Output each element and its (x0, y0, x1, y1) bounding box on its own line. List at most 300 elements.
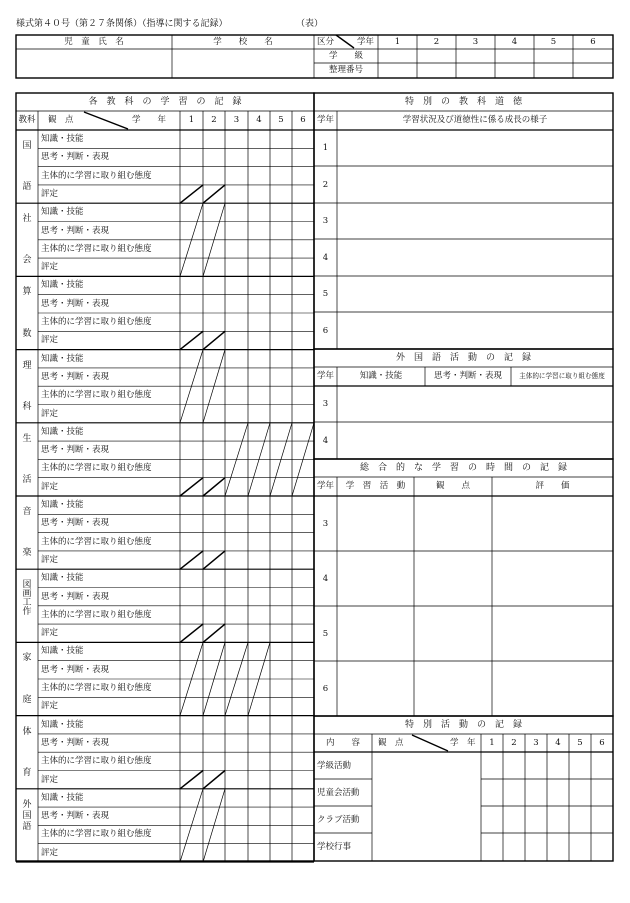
subject-6-cell-r0-y2[interactable] (204, 570, 224, 586)
subject-8-cell-r2-y6[interactable] (293, 753, 313, 769)
subject-0-cell-r1-y4[interactable] (249, 149, 269, 165)
special-cell-r3-y3[interactable] (526, 834, 546, 860)
special-cell-r2-y5[interactable] (570, 807, 590, 832)
subject-6-cell-r0-y1[interactable] (181, 570, 202, 586)
subject-9-cell-r0-y5[interactable] (271, 790, 291, 806)
subject-5-cell-r2-y1[interactable] (181, 534, 202, 550)
integrated-field-year-3-col-2[interactable] (493, 497, 612, 550)
integrated-field-year-4-col-1[interactable] (415, 552, 491, 605)
subject-5-cell-r2-y2[interactable] (204, 534, 224, 550)
moral-field-year-4[interactable] (338, 240, 612, 275)
seiri-field-year-1[interactable] (379, 64, 416, 77)
subject-0-cell-r3-y1[interactable] (181, 186, 202, 202)
subject-2-cell-r3-y1[interactable] (181, 332, 202, 348)
subject-8-cell-r1-y4[interactable] (249, 735, 269, 751)
subject-7-cell-r0-y2[interactable] (204, 643, 224, 659)
subject-8-cell-r2-y2[interactable] (204, 753, 224, 769)
subject-4-cell-r2-y5[interactable] (271, 460, 291, 476)
subject-0-cell-r2-y2[interactable] (204, 168, 224, 184)
subject-0-cell-r3-y6[interactable] (293, 186, 313, 202)
subject-9-cell-r2-y1[interactable] (181, 826, 202, 842)
integrated-field-year-3-col-0[interactable] (338, 497, 413, 550)
subject-7-cell-r2-y3[interactable] (226, 680, 247, 696)
subject-2-cell-r3-y5[interactable] (271, 332, 291, 348)
special-cell-r3-y5[interactable] (570, 834, 590, 860)
subject-2-cell-r1-y2[interactable] (204, 296, 224, 312)
subject-3-cell-r2-y4[interactable] (249, 387, 269, 403)
subject-7-cell-r3-y5[interactable] (271, 698, 291, 714)
subject-9-cell-r3-y6[interactable] (293, 845, 313, 861)
subject-0-cell-r0-y6[interactable] (293, 131, 313, 147)
subject-4-cell-r0-y2[interactable] (204, 424, 224, 440)
subject-4-cell-r0-y1[interactable] (181, 424, 202, 440)
subject-2-cell-r2-y2[interactable] (204, 314, 224, 330)
subject-6-cell-r3-y1[interactable] (181, 625, 202, 641)
subject-1-cell-r0-y5[interactable] (271, 204, 291, 220)
subject-7-cell-r1-y1[interactable] (181, 662, 202, 678)
subject-9-cell-r3-y3[interactable] (226, 845, 247, 861)
subject-7-cell-r0-y6[interactable] (293, 643, 313, 659)
subject-2-cell-r1-y3[interactable] (226, 296, 247, 312)
integrated-field-year-6-col-1[interactable] (415, 662, 491, 715)
subject-8-cell-r3-y2[interactable] (204, 772, 224, 788)
subject-6-cell-r3-y4[interactable] (249, 625, 269, 641)
subject-5-cell-r3-y1[interactable] (181, 552, 202, 568)
subject-9-cell-r0-y6[interactable] (293, 790, 313, 806)
subject-1-cell-r2-y3[interactable] (226, 241, 247, 257)
subject-5-cell-r2-y5[interactable] (271, 534, 291, 550)
subject-3-cell-r3-y2[interactable] (204, 406, 224, 422)
subject-2-cell-r1-y5[interactable] (271, 296, 291, 312)
subject-9-cell-r3-y4[interactable] (249, 845, 269, 861)
subject-5-cell-r0-y4[interactable] (249, 497, 269, 513)
subject-8-cell-r2-y5[interactable] (271, 753, 291, 769)
subject-8-cell-r1-y2[interactable] (204, 735, 224, 751)
subject-2-cell-r0-y5[interactable] (271, 277, 291, 293)
integrated-field-year-5-col-0[interactable] (338, 607, 413, 660)
subject-5-cell-r0-y2[interactable] (204, 497, 224, 513)
subject-4-cell-r3-y5[interactable] (271, 479, 291, 495)
subject-0-cell-r2-y4[interactable] (249, 168, 269, 184)
subject-2-cell-r1-y4[interactable] (249, 296, 269, 312)
special-cell-r0-y4[interactable] (548, 753, 568, 778)
subject-4-cell-r0-y5[interactable] (271, 424, 291, 440)
subject-4-cell-r2-y1[interactable] (181, 460, 202, 476)
foreign-field-year-4[interactable] (338, 423, 612, 458)
subject-1-cell-r3-y6[interactable] (293, 259, 313, 275)
subject-1-cell-r1-y4[interactable] (249, 223, 269, 239)
special-cell-r3-y6[interactable] (592, 834, 612, 860)
subject-6-cell-r0-y4[interactable] (249, 570, 269, 586)
subject-9-cell-r1-y3[interactable] (226, 808, 247, 824)
subject-6-cell-r1-y4[interactable] (249, 589, 269, 605)
subject-9-cell-r1-y1[interactable] (181, 808, 202, 824)
moral-year-1: 1 (322, 143, 329, 153)
subject-6-cell-r3-y6[interactable] (293, 625, 313, 641)
subject-3-cell-r1-y3[interactable] (226, 369, 247, 385)
special-cell-r1-y6[interactable] (592, 780, 612, 805)
subject-1-cell-r2-y4[interactable] (249, 241, 269, 257)
subject-6-cell-r1-y5[interactable] (271, 589, 291, 605)
subject-2-cell-r2-y4[interactable] (249, 314, 269, 330)
subject-1-cell-r0-y3[interactable] (226, 204, 247, 220)
subject-4-cell-r1-y4[interactable] (249, 442, 269, 458)
subject-8-cell-r3-y6[interactable] (293, 772, 313, 788)
subject-2-cell-r0-y2[interactable] (204, 277, 224, 293)
subject-3-cell-r0-y6[interactable] (293, 351, 313, 367)
subject-6-cell-r0-y5[interactable] (271, 570, 291, 586)
subject-7-cell-r0-y5[interactable] (271, 643, 291, 659)
special-cell-r2-y3[interactable] (526, 807, 546, 832)
special-cell-r2-y4[interactable] (548, 807, 568, 832)
subject-6-cell-r2-y4[interactable] (249, 607, 269, 623)
subject-7-cell-r2-y5[interactable] (271, 680, 291, 696)
subject-1-cell-r2-y5[interactable] (271, 241, 291, 257)
subject-1-cell-r2-y2[interactable] (204, 241, 224, 257)
subject-3-cell-r0-y2[interactable] (204, 351, 224, 367)
subject-6-cell-r1-y3[interactable] (226, 589, 247, 605)
subject-7-cell-r3-y3[interactable] (226, 698, 247, 714)
subject-4-cell-r3-y3[interactable] (226, 479, 247, 495)
subject-0-cell-r0-y2[interactable] (204, 131, 224, 147)
subject-9-cell-r0-y4[interactable] (249, 790, 269, 806)
subject-0-cell-r0-y4[interactable] (249, 131, 269, 147)
subject-6-cell-r2-y2[interactable] (204, 607, 224, 623)
subject-6-cell-r2-y5[interactable] (271, 607, 291, 623)
subject-7-cell-r2-y6[interactable] (293, 680, 313, 696)
special-cell-r1-y4[interactable] (548, 780, 568, 805)
subject-5-cell-r0-y1[interactable] (181, 497, 202, 513)
subject-7-cell-r0-y1[interactable] (181, 643, 202, 659)
subject-0-cell-r3-y3[interactable] (226, 186, 247, 202)
subject-9-cell-r0-y1[interactable] (181, 790, 202, 806)
subject-8-cell-r1-y1[interactable] (181, 735, 202, 751)
subject-1-cell-r3-y3[interactable] (226, 259, 247, 275)
subject-5-cell-r3-y6[interactable] (293, 552, 313, 568)
subject-3-cell-r0-y4[interactable] (249, 351, 269, 367)
subject-7-cell-r1-y5[interactable] (271, 662, 291, 678)
moral-field-year-6[interactable] (338, 313, 612, 348)
subject-6-cell-r3-y5[interactable] (271, 625, 291, 641)
subject-3-cell-r3-y3[interactable] (226, 406, 247, 422)
subject-8-cell-r2-y3[interactable] (226, 753, 247, 769)
subject-0-cell-r3-y4[interactable] (249, 186, 269, 202)
subject-4-cell-r3-y4[interactable] (249, 479, 269, 495)
subject-0-cell-r0-y5[interactable] (271, 131, 291, 147)
subject-8-cell-r1-y5[interactable] (271, 735, 291, 751)
subject-9-cell-r0-y3[interactable] (226, 790, 247, 806)
subject-8-cell-r1-y3[interactable] (226, 735, 247, 751)
subject-2-cell-r2-y3[interactable] (226, 314, 247, 330)
subject-4-cell-r2-y4[interactable] (249, 460, 269, 476)
subject-5-cell-r1-y1[interactable] (181, 515, 202, 531)
subject-9-cell-r0-y2[interactable] (204, 790, 224, 806)
subject-8-cell-r0-y6[interactable] (293, 717, 313, 733)
subject-1-cell-r2-y1[interactable] (181, 241, 202, 257)
subject-0-cell-r2-y6[interactable] (293, 168, 313, 184)
subject-4-cell-r1-y3[interactable] (226, 442, 247, 458)
subject-0-cell-r1-y2[interactable] (204, 149, 224, 165)
subject-1-cell-r3-y4[interactable] (249, 259, 269, 275)
subject-3-cell-r1-y6[interactable] (293, 369, 313, 385)
subject-2-cell-r3-y4[interactable] (249, 332, 269, 348)
subject-7-cell-r2-y1[interactable] (181, 680, 202, 696)
subject-0-cell-r1-y1[interactable] (181, 149, 202, 165)
subject-9-cell-r2-y6[interactable] (293, 826, 313, 842)
seiri-field-year-6[interactable] (574, 64, 612, 77)
subject-2-cell-r2-y6[interactable] (293, 314, 313, 330)
subject-4-cell-r3-y2[interactable] (204, 479, 224, 495)
subject-7-cell-r0-y3[interactable] (226, 643, 247, 659)
subject-7-cell-r2-y2[interactable] (204, 680, 224, 696)
subject-3-cell-r1-y2[interactable] (204, 369, 224, 385)
subject-1-cell-r0-y6[interactable] (293, 204, 313, 220)
class-field-year-5[interactable] (535, 50, 572, 62)
subject-0-cell-r2-y1[interactable] (181, 168, 202, 184)
subject-1-cell-r2-y6[interactable] (293, 241, 313, 257)
subject-8-cell-r2-y4[interactable] (249, 753, 269, 769)
moral-field-year-5[interactable] (338, 277, 612, 311)
class-field-year-3[interactable] (457, 50, 494, 62)
subject-1-cell-r3-y2[interactable] (204, 259, 224, 275)
special-cell-r3-y2[interactable] (504, 834, 524, 860)
special-cell-r3-y1[interactable] (482, 834, 502, 860)
subject-6-cell-r2-y6[interactable] (293, 607, 313, 623)
subject-3-cell-r3-y4[interactable] (249, 406, 269, 422)
subject-0-cell-r1-y5[interactable] (271, 149, 291, 165)
subject-1-cell-r0-y2[interactable] (204, 204, 224, 220)
student-name-field[interactable] (17, 50, 171, 77)
subject-4-cell-r1-y1[interactable] (181, 442, 202, 458)
subject-5-cell-r1-y3[interactable] (226, 515, 247, 531)
integrated-field-year-6-col-0[interactable] (338, 662, 413, 715)
subject-6-cell-r2-y1[interactable] (181, 607, 202, 623)
foreign-field-year-3[interactable] (338, 387, 612, 421)
special-cell-r1-y1[interactable] (482, 780, 502, 805)
subject-1-cell-r3-y1[interactable] (181, 259, 202, 275)
subject-7-cell-r1-y2[interactable] (204, 662, 224, 678)
subject-9-cell-r3-y2[interactable] (204, 845, 224, 861)
subject-4-cell-r1-y2[interactable] (204, 442, 224, 458)
subject-9-cell-r2-y2[interactable] (204, 826, 224, 842)
subject-6-cell-r1-y2[interactable] (204, 589, 224, 605)
subject-5-cell-r3-y3[interactable] (226, 552, 247, 568)
subject-7-cell-r1-y4[interactable] (249, 662, 269, 678)
special-cell-r0-y6[interactable] (592, 753, 612, 778)
subject-7-cell-r3-y2[interactable] (204, 698, 224, 714)
subject-4-cell-r2-y2[interactable] (204, 460, 224, 476)
subject-3-cell-r1-y4[interactable] (249, 369, 269, 385)
subject-8-cell-r0-y5[interactable] (271, 717, 291, 733)
subject-5-cell-r1-y2[interactable] (204, 515, 224, 531)
subject-4-cell-r0-y4[interactable] (249, 424, 269, 440)
subject-2-cell-r3-y6[interactable] (293, 332, 313, 348)
subject-6-cell-r3-y2[interactable] (204, 625, 224, 641)
subject-5-cell-r1-y5[interactable] (271, 515, 291, 531)
subject-7-cell-r2-y4[interactable] (249, 680, 269, 696)
subject-6-cell-r0-y3[interactable] (226, 570, 247, 586)
subject-7-cell-r0-y4[interactable] (249, 643, 269, 659)
integrated-field-year-5-col-2[interactable] (493, 607, 612, 660)
subject-0-cell-r1-y3[interactable] (226, 149, 247, 165)
subject-5-cell-r2-y3[interactable] (226, 534, 247, 550)
subject-6-cell-r1-y1[interactable] (181, 589, 202, 605)
subject-2-cell-r0-y3[interactable] (226, 277, 247, 293)
subject-5-cell-r0-y5[interactable] (271, 497, 291, 513)
subject-8-cell-r3-y5[interactable] (271, 772, 291, 788)
subject-4-cell-r1-y6[interactable] (293, 442, 313, 458)
subject-3-cell-r0-y5[interactable] (271, 351, 291, 367)
subject-4-cell-r0-y3[interactable] (226, 424, 247, 440)
subject-1-cell-r1-y2[interactable] (204, 223, 224, 239)
subject-8-cell-r0-y3[interactable] (226, 717, 247, 733)
subject-8-cell-r0-y4[interactable] (249, 717, 269, 733)
subject-6-cell-r0-y6[interactable] (293, 570, 313, 586)
subject-9-cell-r2-y3[interactable] (226, 826, 247, 842)
subject-3-cell-r0-y3[interactable] (226, 351, 247, 367)
subject-7-cell-r1-y6[interactable] (293, 662, 313, 678)
subject-4-cell-r2-y6[interactable] (293, 460, 313, 476)
special-cell-r0-y3[interactable] (526, 753, 546, 778)
special-cell-r0-y2[interactable] (504, 753, 524, 778)
special-cell-r1-y5[interactable] (570, 780, 590, 805)
special-cell-r3-y4[interactable] (548, 834, 568, 860)
class-field-year-4[interactable] (496, 50, 533, 62)
subject-3-cell-r1-y1[interactable] (181, 369, 202, 385)
subject-3-cell-r2-y3[interactable] (226, 387, 247, 403)
subject-8-cell-r3-y3[interactable] (226, 772, 247, 788)
subject-9-cell-r2-y5[interactable] (271, 826, 291, 842)
integrated-field-year-6-col-2[interactable] (493, 662, 612, 715)
subject-3-cell-r2-y1[interactable] (181, 387, 202, 403)
subject-9-cell-r1-y4[interactable] (249, 808, 269, 824)
subject-5-cell-r2-y6[interactable] (293, 534, 313, 550)
seiri-field-year-5[interactable] (535, 64, 572, 77)
subject-2-cell-r1-y6[interactable] (293, 296, 313, 312)
subject-9-cell-r1-y6[interactable] (293, 808, 313, 824)
moral-field-year-1[interactable] (338, 131, 612, 165)
subject-3-cell-r0-y1[interactable] (181, 351, 202, 367)
subject-5-cell-r0-y6[interactable] (293, 497, 313, 513)
subject-4-cell-r3-y6[interactable] (293, 479, 313, 495)
special-cell-r2-y1[interactable] (482, 807, 502, 832)
subject-8-cell-r1-y6[interactable] (293, 735, 313, 751)
subject-6-cell-r2-y3[interactable] (226, 607, 247, 623)
subject-4-cell-r0-y6[interactable] (293, 424, 313, 440)
subject-9-cell-r1-y5[interactable] (271, 808, 291, 824)
subject-1-cell-r1-y6[interactable] (293, 223, 313, 239)
subject-8-cell-r0-y1[interactable] (181, 717, 202, 733)
seiri-field-year-4[interactable] (496, 64, 533, 77)
subject-2-cell-r0-y6[interactable] (293, 277, 313, 293)
subject-3-cell-r2-y2[interactable] (204, 387, 224, 403)
special-cell-r2-y6[interactable] (592, 807, 612, 832)
subject-6-cell-r1-y6[interactable] (293, 589, 313, 605)
subject-5-cell-r3-y5[interactable] (271, 552, 291, 568)
subject-4-cell-r3-y1[interactable] (181, 479, 202, 495)
seiri-field-year-2[interactable] (418, 64, 455, 77)
subject-0-cell-r2-y3[interactable] (226, 168, 247, 184)
subject-5-cell-r1-y6[interactable] (293, 515, 313, 531)
subject-7-cell-r3-y6[interactable] (293, 698, 313, 714)
subject-1-cell-r0-y1[interactable] (181, 204, 202, 220)
integrated-field-year-4-col-0[interactable] (338, 552, 413, 605)
subject-0-cell-r3-y2[interactable] (204, 186, 224, 202)
subject-9-cell-r1-y2[interactable] (204, 808, 224, 824)
subject-1-cell-r3-y5[interactable] (271, 259, 291, 275)
subject-3-cell-r3-y6[interactable] (293, 406, 313, 422)
class-field-year-1[interactable] (379, 50, 416, 62)
subject-1-cell-r1-y3[interactable] (226, 223, 247, 239)
subject-3-cell-r2-y6[interactable] (293, 387, 313, 403)
subject-8-cell-r3-y1[interactable] (181, 772, 202, 788)
subject-1-cell-r0-y4[interactable] (249, 204, 269, 220)
subject-5-cell-r3-y2[interactable] (204, 552, 224, 568)
subject-2-cell-r1-y1[interactable] (181, 296, 202, 312)
class-field-year-2[interactable] (418, 50, 455, 62)
class-field-year-6[interactable] (574, 50, 612, 62)
integrated-field-year-4-col-2[interactable] (493, 552, 612, 605)
moral-field-year-2[interactable] (338, 167, 612, 202)
moral-field-year-3[interactable] (338, 204, 612, 238)
subject-8-cell-r3-y4[interactable] (249, 772, 269, 788)
integrated-field-year-3-col-1[interactable] (415, 497, 491, 550)
seiri-field-year-3[interactable] (457, 64, 494, 77)
subject-7-cell-r1-y3[interactable] (226, 662, 247, 678)
subject-8-cell-r0-y2[interactable] (204, 717, 224, 733)
special-cell-r0-y5[interactable] (570, 753, 590, 778)
subject-9-cell-r2-y4[interactable] (249, 826, 269, 842)
subject-5-cell-r2-y4[interactable] (249, 534, 269, 550)
subject-2-cell-r0-y4[interactable] (249, 277, 269, 293)
integrated-field-year-5-col-1[interactable] (415, 607, 491, 660)
subject-5-cell-r3-y4[interactable] (249, 552, 269, 568)
subject-3-cell-r3-y1[interactable] (181, 406, 202, 422)
subject-4-cell-r2-y3[interactable] (226, 460, 247, 476)
subject-0-cell-r0-y3[interactable] (226, 131, 247, 147)
subject-1-cell-r1-y5[interactable] (271, 223, 291, 239)
subject-6-cell-r3-y3[interactable] (226, 625, 247, 641)
special-kanten-field[interactable] (373, 753, 480, 860)
subject-0-cell-r1-y6[interactable] (293, 149, 313, 165)
subject-7-cell-r3-y4[interactable] (249, 698, 269, 714)
subject-3-cell-r1-y5[interactable] (271, 369, 291, 385)
subject-5-cell-r1-y4[interactable] (249, 515, 269, 531)
subject-0-cell-r0-y1[interactable] (181, 131, 202, 147)
subject-9-cell-r3-y1[interactable] (181, 845, 202, 861)
special-cell-r0-y1[interactable] (482, 753, 502, 778)
subject-2-cell-r2-y1[interactable] (181, 314, 202, 330)
special-cell-r2-y2[interactable] (504, 807, 524, 832)
special-cell-r1-y3[interactable] (526, 780, 546, 805)
subject-3-cell-r2-y5[interactable] (271, 387, 291, 403)
subject-0-cell-r3-y5[interactable] (271, 186, 291, 202)
subject-8-cell-r2-y1[interactable] (181, 753, 202, 769)
subject-2-cell-r3-y3[interactable] (226, 332, 247, 348)
subject-2-cell-r3-y2[interactable] (204, 332, 224, 348)
subject-3-cell-r3-y5[interactable] (271, 406, 291, 422)
special-cell-r1-y2[interactable] (504, 780, 524, 805)
subject-9-cell-r3-y5[interactable] (271, 845, 291, 861)
subject-1-cell-r1-y1[interactable] (181, 223, 202, 239)
subject-2-cell-r2-y5[interactable] (271, 314, 291, 330)
subject-2-cell-r0-y1[interactable] (181, 277, 202, 293)
subject-0-cell-r2-y5[interactable] (271, 168, 291, 184)
subject-4-cell-r1-y5[interactable] (271, 442, 291, 458)
subject-5-cell-r0-y3[interactable] (226, 497, 247, 513)
school-name-field[interactable] (173, 50, 313, 77)
subject-7-cell-r3-y1[interactable] (181, 698, 202, 714)
